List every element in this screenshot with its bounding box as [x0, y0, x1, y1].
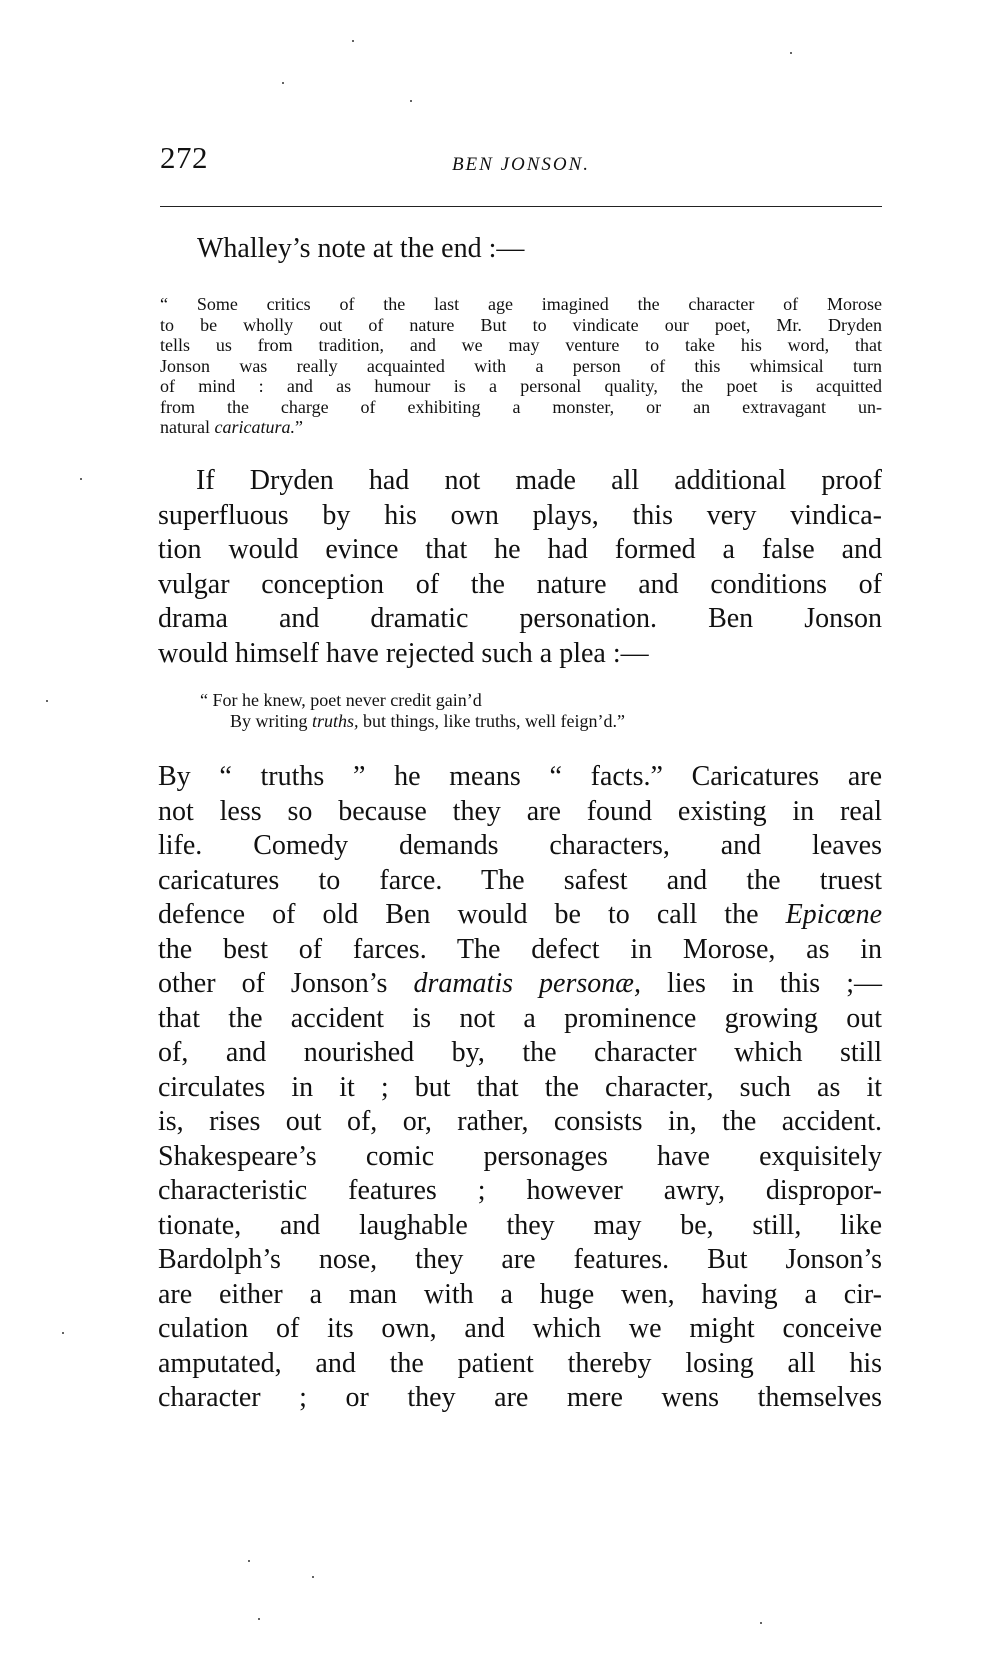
- paragraph-line: By “ truths ” he means “ facts.” Caricatures are: [158, 761, 882, 792]
- paragraph-line: the best of farces. The defect in Morose, as in: [158, 933, 882, 965]
- scan-speck: [46, 700, 48, 702]
- paragraph-line: tionate, and laughable they may be, still, like: [158, 1209, 882, 1241]
- paragraph-dryden: [158, 464, 882, 671]
- page-header: [160, 140, 882, 180]
- quote-line: “ Some critics of the last age imagined the character of Morose: [160, 294, 882, 314]
- scan-speck: [258, 1618, 260, 1620]
- quote-italic: caricatura.: [214, 417, 295, 437]
- paragraph-line: Shakespeare’s comic personages have exquisitely: [158, 1140, 882, 1172]
- intro-line: [197, 232, 921, 267]
- quote-line: to be wholly out of nature But to vindicate our poet, Mr. Dryden: [160, 314, 882, 335]
- header-rule: [160, 206, 882, 207]
- scan-speck: [312, 1576, 314, 1578]
- paragraph-line: superfluous by his own plays, this very vindica-: [158, 499, 882, 531]
- running-head: BEN JONSON.: [451, 154, 591, 175]
- verse-italic: truths,: [312, 711, 359, 731]
- paragraph-line: are either a man with a huge wen, having a cir-: [158, 1278, 882, 1310]
- quote-text: ”: [294, 417, 303, 437]
- paragraph-line: caricatures to farce. The safest and the truest: [158, 864, 882, 896]
- verse-text: By writing: [230, 711, 313, 731]
- paragraph-line: would himself have rejected such a plea :—: [158, 637, 649, 669]
- verse-quote: [200, 690, 625, 732]
- paragraph-line: of, and nourished by, the character which still: [158, 1037, 882, 1068]
- paragraph-text: other of Jonson’s: [158, 968, 414, 999]
- scan-speck: [790, 52, 792, 54]
- scan-speck: [62, 1332, 64, 1334]
- scan-speck: [282, 82, 284, 84]
- verse-line: [200, 711, 625, 732]
- paragraph-line: character ; or they are mere wens themselves: [158, 1382, 882, 1413]
- paragraph-text: lies in this ;—: [640, 968, 882, 999]
- quote-line: [160, 417, 882, 438]
- paragraph-caricatures: [158, 760, 882, 1416]
- paragraph-line: vulgar conception of the nature and conditions of: [158, 568, 882, 600]
- quote-line: from the charge of exhibiting a monster, or an extravagant un-: [160, 396, 882, 417]
- paragraph-line: life. Comedy demands characters, and leaves: [158, 830, 882, 861]
- quote-line: tells us from tradition, and we may venture to take his word, that: [160, 335, 882, 355]
- page-number: 272: [160, 140, 208, 175]
- paragraph-line: culation of its own, and which we might conceive: [158, 1313, 882, 1344]
- intro-text: Whalley’s note at the end :—: [197, 233, 525, 264]
- paragraph-line: circulates in it ; but that the character, such as it: [158, 1071, 882, 1103]
- paragraph-italic: dramatis personæ,: [413, 968, 641, 999]
- paragraph-line: drama and dramatic personation. Ben Jonson: [158, 603, 882, 634]
- quote-line: Jonson was really acquainted with a person of this whimsical turn: [160, 355, 882, 376]
- paragraph-line: not less so because they are found existing in real: [158, 795, 882, 827]
- paragraph-line: that the accident is not a prominence growing out: [158, 1002, 882, 1034]
- paragraph-line: tion would evince that he had formed a false and: [158, 534, 882, 565]
- paragraph-line: is, rises out of, or, rather, consists in, the accident.: [158, 1106, 882, 1137]
- paragraph-line: [158, 967, 882, 1002]
- scan-speck: [410, 100, 412, 102]
- scan-speck: [248, 1560, 250, 1562]
- verse-line: “ For he knew, poet never credit gain’d: [200, 690, 482, 710]
- paragraph-line: Bardolph’s nose, they are features. But Jonson’s: [158, 1244, 882, 1275]
- block-quote-whalley: [160, 294, 882, 438]
- quote-line: of mind : and as humour is a personal quality, the poet is acquitted: [160, 376, 882, 396]
- paragraph-text: defence of old Ben would be to call the: [158, 899, 786, 930]
- scan-speck: [760, 1622, 762, 1624]
- quote-text: natural: [160, 417, 215, 437]
- paragraph-line: amputated, and the patient thereby losing all his: [158, 1347, 882, 1379]
- paragraph-line: characteristic features ; however awry, dispropor-: [158, 1175, 882, 1206]
- scan-speck: [80, 478, 82, 480]
- verse-text: but things, like truths, well feign’d.”: [358, 711, 625, 731]
- paragraph-italic: Epicœne: [785, 899, 882, 930]
- paragraph-line: [158, 898, 882, 933]
- paragraph-line: If Dryden had not made all additional proof: [196, 465, 882, 496]
- scan-speck: [352, 40, 354, 42]
